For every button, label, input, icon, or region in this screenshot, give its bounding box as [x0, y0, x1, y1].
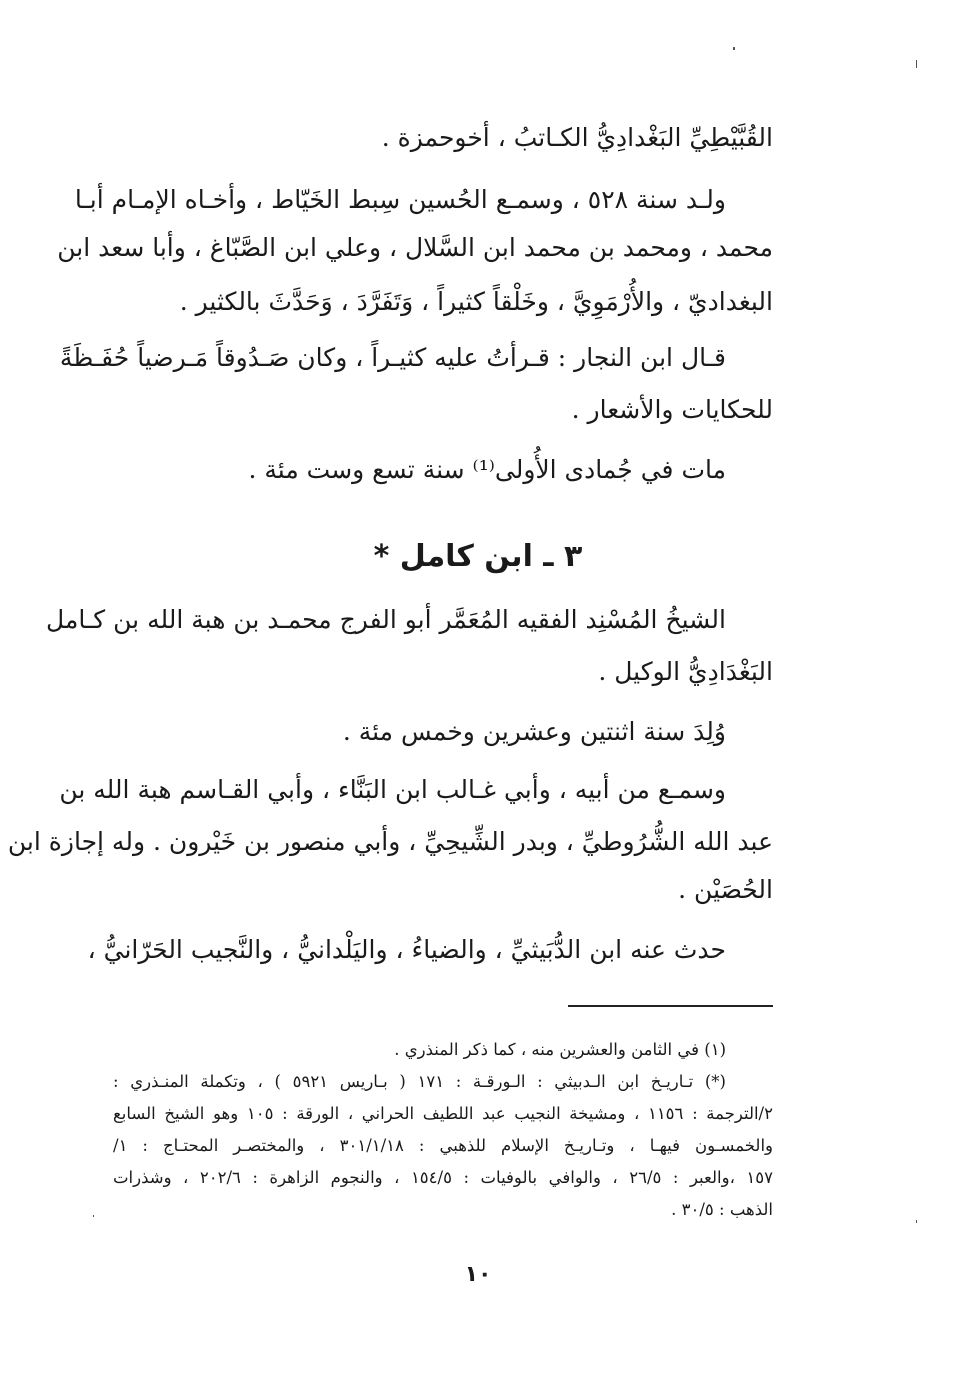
footnote-line: ٢/الترجمة : ١١٥٦ ، ومشيخة النجيب عبد اللطيف الحراني ، الورقة : ١٠٥ وهو الشيخ السابع — [113, 1104, 773, 1123]
text-line: عبد الله الشُّرُوطيِّ ، وبدر الشِّيحِيِّ ، وأبي منصور بن خَيْرون . وله إجازة ابن — [7, 827, 773, 856]
scan-speck — [916, 1220, 917, 1223]
footnote-divider — [568, 1005, 773, 1007]
scan-speck — [733, 47, 735, 50]
text-line: محمد ، ومحمد بن محمد ابن السَّلال ، وعلي ابن الصَّبّاغ ، وأبا سعد ابن — [57, 233, 773, 262]
footnote-line: (١) في الثامن والعشرين منه ، كما ذكر المنذري . — [394, 1040, 726, 1059]
text-line: الحُصَيْن . — [678, 875, 773, 904]
section-title: ٣ ـ ابن كامل * — [373, 539, 583, 574]
text-line: البَغْدَادِيُّ الوكيل . — [598, 657, 773, 686]
footnote-line: الذهب : ٣٠/٥ . — [671, 1200, 773, 1219]
text-line: ولـد سنة ٥٢٨ ، وسمـع الحُسين سِبط الخَيّاط ، وأخـاه الإمـام أبـا — [74, 185, 726, 214]
text-line: البغداديّ ، والأُرْمَوِيَّ ، وخَلْقاً كثيراً ، وَتَفَرَّدَ ، وَحَدَّثَ بالكثير . — [179, 287, 773, 316]
text-line: وُلِدَ سنة اثنتين وعشرين وخمس مئة . — [342, 717, 726, 746]
text-line: قـال ابن النجار : قـرأتُ عليه كثيـراً ، وكان صَـدُوقاً مَـرضياً حُفَـظَةً — [59, 343, 726, 372]
text-line: القُبَّيْطِيِّ البَغْدادِيُّ الكـاتبُ ، أخوحمزة . — [381, 123, 773, 152]
footnote-line: والخمسـون فيهـا ، وتـاريـخ الإسلام للذهبي : ٣٠١/١/١٨ ، والمختصـر المحتـاج : ١/ — [113, 1136, 774, 1155]
text-line: وسمـع من أبيه ، وأبي غـالب ابن البَنَّاء ، وأبي القـاسم هبة الله بن — [59, 775, 726, 804]
text-line: حدث عنه ابن الدُّبَيثيِّ ، والضياءُ ، واليَلْدانيُّ ، والنَّجيب الحَرّانيُّ ، — [87, 935, 726, 964]
scan-speck — [916, 60, 917, 68]
text-line: مات في جُمادى الأُولى⁽¹⁾ سنة تسع وست مئة . — [248, 455, 726, 484]
footnote-line: (*) تـاريـخ ابن الـدبيثي : الـورقـة : ١٧١ ( بـاريس ٥٩٢١ ) ، وتكملة المنـذري : — [113, 1072, 726, 1091]
footnote-line: ١٥٧ ،والعبر : ٢٦/٥ ، والوافي بالوفيات : ١٥٤/٥ ، والنجوم الزاهرة : ٢٠٢/٦ ، وشذرات — [113, 1168, 773, 1187]
scan-speck — [93, 1215, 94, 1217]
page-number: ١٠ — [464, 1262, 492, 1287]
text-line: للحكايات والأشعار . — [571, 395, 773, 424]
text-line: الشيخُ المُسْنِد الفقيه المُعَمَّر أبو الفرج محمـد بن هبة الله بن كـامل — [46, 605, 726, 634]
